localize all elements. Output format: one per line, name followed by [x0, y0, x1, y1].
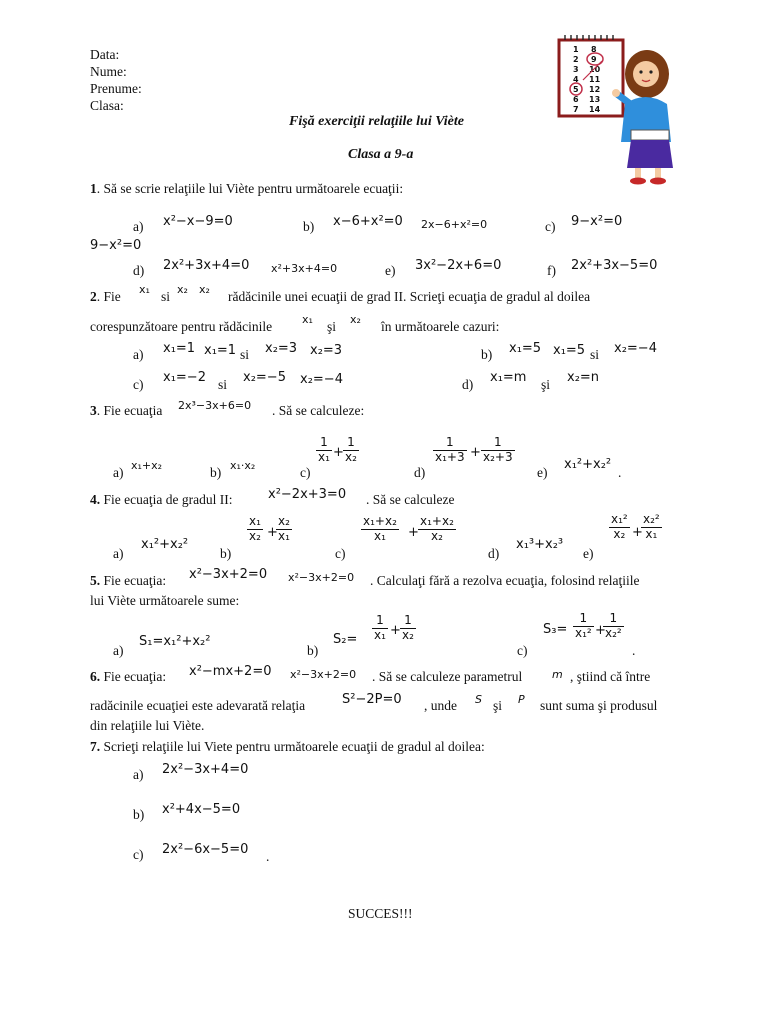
ex6-S: S — [475, 693, 482, 706]
ex1-b-equation: x−6+x²=0 — [333, 214, 403, 229]
ex4-e-plus: + — [632, 525, 643, 540]
ex1-a-label: a) — [133, 219, 144, 234]
ex2-a-label: a) — [133, 347, 144, 362]
ex3-c-frac1: $\frac{1}{\text{x₁}}$ — [318, 435, 330, 464]
svg-text:9: 9 — [591, 55, 597, 64]
ex5-c-lhs: S₃= — [543, 622, 568, 637]
ex5-b-lhs: S₂= — [333, 632, 358, 647]
ex2-c-x2: x₂=−5 — [243, 370, 286, 385]
ex2-c-x1: x₁=−2 — [163, 370, 206, 385]
ex3-b-expr: x₁·x₂ — [230, 459, 256, 472]
ex1-d-equation: 2x²+3x+4=0 — [163, 258, 250, 273]
svg-text:8: 8 — [591, 45, 597, 54]
ex2-intro: 2. Fie — [90, 289, 121, 304]
svg-text:12: 12 — [589, 85, 601, 94]
ex1-d-equation-alt: x²+3x+4=0 — [271, 262, 338, 275]
ex2-c-x2-alt: x₂=−4 — [300, 372, 343, 387]
ex3-e-label: e) — [537, 465, 548, 480]
ex2-b-x2: x₂=−4 — [614, 341, 657, 356]
ex6-P: P — [518, 693, 525, 706]
ex6-text-line2-end: sunt suma şi produsul — [540, 698, 658, 713]
svg-text:14: 14 — [589, 105, 601, 114]
ex3-text: . Să se calculeze: — [272, 403, 365, 418]
ex2-c-label: c) — [133, 377, 144, 392]
ex2-x2-c: x₂ — [350, 313, 361, 326]
ex5-b-frac1: $\frac{1}{\text{x₁}}$ — [374, 613, 386, 642]
svg-text:3: 3 — [573, 65, 579, 74]
ex6-equation-alt: x²−3x+2=0 — [290, 668, 357, 681]
ex2-a-x1: x₁=1 — [163, 341, 196, 356]
ex3-a-label: a) — [113, 465, 124, 480]
ex4-d-label: d) — [488, 546, 500, 561]
ex7-intro: 7. Scrieţi relaţiile lui Viete pentru următoarele ecuaţii de gradul al doilea: — [90, 739, 485, 754]
ex4-e-frac2: $\frac{\text{x₂²}}{\text{x₁}}$ — [643, 512, 660, 541]
ex2-text-line2-end: în următoarele cazuri: — [381, 319, 500, 334]
ex3-intro: 3. Fie ecuaţia — [90, 403, 163, 418]
firstname-label: Prenume: — [90, 81, 142, 96]
ex3-c-frac2: $\frac{1}{\text{x₂}}$ — [345, 435, 357, 464]
ex5-b-frac2: $\frac{1}{\text{x₂}}$ — [402, 613, 414, 642]
ex7-c-label: c) — [133, 847, 144, 862]
ex4-c-frac2: $\frac{\text{x₁+x₂}}{\text{x₂}}$ — [420, 514, 454, 543]
ex6-relation: S²−2P=0 — [342, 692, 402, 707]
ex3-e-dot: . — [618, 465, 622, 480]
ex4-a-expr: x₁²+x₂² — [141, 537, 189, 552]
ex3-e-expr: x₁²+x₂² — [564, 457, 612, 472]
ex2-si: si — [161, 289, 171, 304]
class-label: Clasa: — [90, 98, 124, 113]
ex2-d-x1: x₁=m — [490, 370, 527, 385]
ex5-equation-alt: x²−3x+2=0 — [288, 571, 355, 584]
svg-text:11: 11 — [589, 75, 601, 84]
ex3-c-label: c) — [300, 465, 311, 480]
ex2-a-x2: x₂=3 — [265, 341, 298, 356]
teacher-illustration — [555, 34, 681, 186]
ex2-x2: x₂ — [177, 283, 188, 296]
ex6-intro: 6. Fie ecuaţia: — [90, 669, 167, 684]
ex4-d-expr: x₁³+x₂³ — [516, 537, 564, 552]
ex2-d-si: şi — [541, 377, 551, 392]
ex5-text-line1: . Calculaţi fără a rezolva ecuaţia, folosind relaţiile — [370, 573, 640, 588]
ex2-a-si: si — [240, 347, 250, 362]
ex2-x1: x₁ — [139, 283, 150, 296]
svg-text:2: 2 — [573, 55, 579, 64]
date-label: Data: — [90, 47, 120, 62]
ex1-a-equation: x²−x−9=0 — [163, 214, 233, 229]
ex6-equation: x²−mx+2=0 — [189, 664, 272, 679]
ex4-intro: 4. Fie ecuaţia de gradul II: — [90, 492, 233, 507]
ex4-equation: x²−2x+3=0 — [268, 487, 347, 502]
ex2-x2-alt: x₂ — [199, 283, 210, 296]
svg-text:1: 1 — [573, 45, 579, 54]
ex5-c-plus: + — [595, 623, 606, 638]
ex5-c-frac1: $\frac{1}{\text{x₁²}}$ — [575, 611, 592, 640]
ex3-a-expr: x₁+x₂ — [131, 459, 163, 472]
ex4-a-label: a) — [113, 546, 124, 561]
ex4-b-plus: + — [267, 525, 278, 540]
ex1-e-equation: 3x²−2x+6=0 — [415, 258, 502, 273]
ex5-text-line2: lui Viète următoarele sume: — [90, 593, 240, 608]
ex1-c-equation: 9−x²=0 — [571, 214, 623, 229]
ex4-e-label: e) — [583, 546, 594, 561]
ex6-si: şi — [493, 698, 503, 713]
ex7-b-label: b) — [133, 807, 145, 822]
svg-text:13: 13 — [589, 95, 601, 104]
ex2-c-si: si — [218, 377, 228, 392]
name-label: Nume: — [90, 64, 127, 79]
ex6-param-m: m — [552, 668, 563, 681]
ex1-d-label: d) — [133, 263, 145, 278]
ex3-b-label: b) — [210, 465, 222, 480]
ex5-b-label: b) — [307, 643, 319, 658]
ex2-b-si: si — [590, 347, 600, 362]
ex6-text-line1: . Să se calculeze parametrul — [372, 669, 523, 684]
ex2-b-label: b) — [481, 347, 493, 362]
ex1-f-label: f) — [547, 263, 556, 278]
ex2-d-x2: x₂=n — [567, 370, 600, 385]
ex7-c-dot: . — [266, 849, 270, 864]
ex3-d-label: d) — [414, 465, 426, 480]
ex6-unde: , unde — [424, 698, 457, 713]
ex5-intro: 5. Fie ecuaţia: — [90, 573, 167, 588]
ex7-a-equation: 2x²−3x+4=0 — [162, 762, 249, 777]
ex3-c-plus: + — [333, 445, 344, 460]
ex1-e-label: e) — [385, 263, 396, 278]
ex2-a-x2-alt: x₂=3 — [310, 343, 343, 358]
ex5-b-plus: + — [390, 623, 401, 638]
ex6-text-line1-end: , ştiind că între — [570, 669, 651, 684]
ex2-x1-b: x₁ — [302, 313, 313, 326]
ex1-c-equation-alt: 9−x²=0 — [90, 238, 142, 253]
ex2-b-x1-alt: x₁=5 — [553, 343, 586, 358]
ex7-b-equation: x²+4x−5=0 — [162, 802, 241, 817]
ex5-equation: x²−3x+2=0 — [189, 567, 268, 582]
ex5-c-label: c) — [517, 643, 528, 658]
ex6-text-line3: din relaţiile lui Viète. — [90, 718, 205, 733]
ex2-si-b: şi — [327, 319, 337, 334]
svg-text:5: 5 — [573, 85, 579, 94]
ex4-b-label: b) — [220, 546, 232, 561]
ex1-b-equation-alt: 2x−6+x²=0 — [421, 218, 488, 231]
ex4-e-frac1: $\frac{\text{x₁²}}{\text{x₂}}$ — [611, 512, 628, 541]
ex4-b-frac2: $\frac{\text{x₂}}{\text{x₁}}$ — [278, 514, 290, 543]
ex3-d-frac1: $\frac{1}{\text{x₁+3}}$ — [435, 435, 465, 464]
ex2-text-line1: rădăcinile unei ecuaţii de grad II. Scrieţi ecuaţia de gradul al doilea — [228, 289, 591, 304]
ex3-d-plus: + — [470, 445, 481, 460]
ex1-c-label: c) — [545, 219, 556, 234]
ex3-d-frac2: $\frac{1}{\text{x₂+3}}$ — [483, 435, 513, 464]
ex5-a-expr: S₁=x₁²+x₂² — [139, 634, 211, 649]
ex2-d-label: d) — [462, 377, 474, 392]
ex5-a-label: a) — [113, 643, 124, 658]
ex5-c-dot: . — [632, 643, 636, 658]
ex2-b-x1: x₁=5 — [509, 341, 542, 356]
ex2-text-line2: corespunzătoare pentru rădăcinile — [90, 319, 273, 334]
ex1-b-label: b) — [303, 219, 315, 234]
ex7-a-label: a) — [133, 767, 144, 782]
ex1-statement: 1. Să se scrie relaţiile lui Viète pentru următoarele ecuaţii: — [90, 181, 404, 196]
page-subtitle: Clasa a 9-a — [348, 147, 414, 162]
ex3-equation: 2x³−3x+6=0 — [178, 399, 252, 412]
svg-text:10: 10 — [589, 65, 601, 74]
footer-message: SUCCES!!! — [348, 906, 413, 921]
ex1-f-equation: 2x²+3x−5=0 — [571, 258, 658, 273]
ex4-text: . Să se calculeze — [366, 492, 455, 507]
ex7-c-equation: 2x²−6x−5=0 — [162, 842, 249, 857]
svg-text:4: 4 — [573, 75, 579, 84]
ex4-c-plus: + — [408, 525, 419, 540]
ex2-a-x1-alt: x₁=1 — [204, 343, 237, 358]
ex5-c-frac2: $\frac{1}{\text{x₂²}}$ — [605, 611, 622, 640]
svg-text:6: 6 — [573, 95, 579, 104]
ex4-b-frac1: $\frac{\text{x₁}}{\text{x₂}}$ — [249, 514, 261, 543]
ex6-text-line2: radăcinile ecuaţiei este adevarată relaţia — [90, 698, 306, 713]
svg-text:7: 7 — [573, 105, 579, 114]
page-title: Fişă exerciţii relaţiile lui Viète — [289, 114, 464, 129]
ex4-c-frac1: $\frac{\text{x₁+x₂}}{\text{x₁}}$ — [363, 514, 397, 543]
ex4-c-label: c) — [335, 546, 346, 561]
